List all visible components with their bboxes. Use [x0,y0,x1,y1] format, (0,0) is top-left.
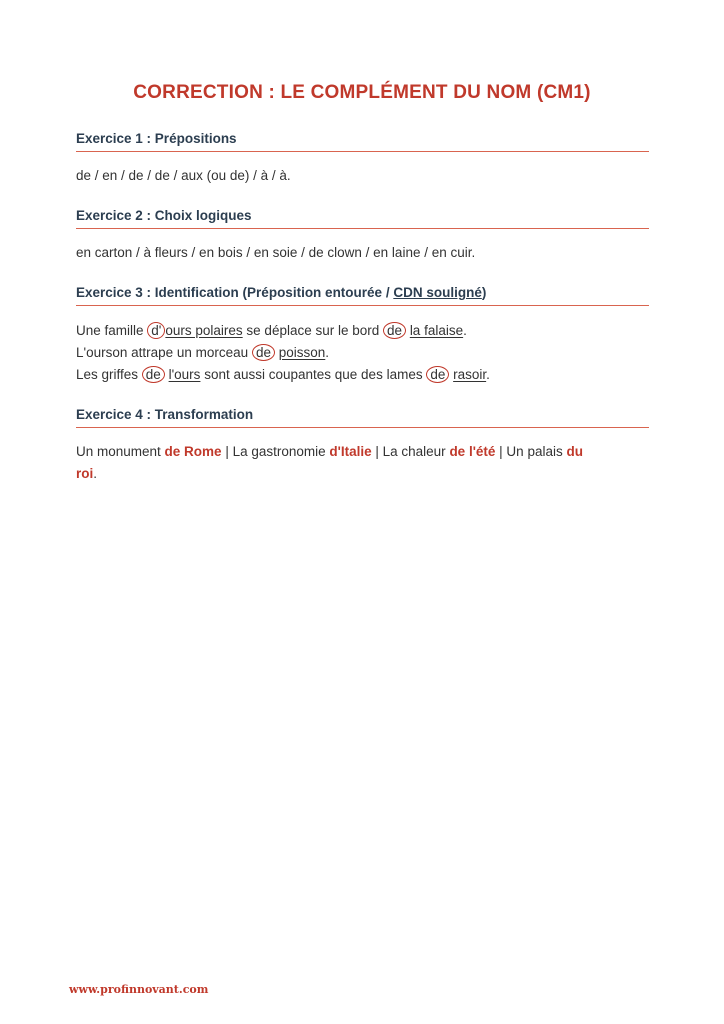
cdn-underlined: rasoir [453,367,487,382]
exercise-1-answer: de / en / de / de / aux (ou de) / à / à. [76,168,291,183]
footer-website: www.profinnovant.com [69,983,209,996]
text-segment: Un monument [76,444,165,459]
exercise-3-answer [76,320,649,386]
exercise-1-heading: Exercice 1 : Prépositions [76,131,649,152]
exercise-2-heading: Exercice 2 : Choix logiques [76,208,649,229]
cdn-underlined: l'ours [168,367,201,382]
text-segment: . [93,466,98,481]
text-segment: Une famille [76,323,148,338]
exercise-4-line-2 [76,463,649,485]
cdn-underlined: poisson [278,345,326,360]
highlighted-cdn: du [566,444,583,459]
exercise-2-answer: en carton / à fleurs / en bois / en soie / de clown / en laine / en cuir. [76,245,476,260]
text-segment: | La gastronomie [221,444,330,459]
preposition-circled: de [142,366,165,383]
highlighted-cdn: d'Italie [329,444,372,459]
text-segment: | Un palais [495,444,567,459]
text-segment: se déplace sur le bord [242,323,384,338]
text-segment: | La chaleur [371,444,450,459]
exercise-3-line-3 [76,364,649,386]
highlighted-cdn: roi [76,466,94,481]
exercise-3-line-1 [76,320,649,342]
preposition-circled: d' [147,322,165,339]
page-title: CORRECTION : LE COMPLÉMENT DU NOM (CM1) [133,82,591,103]
exercise-3-heading [76,285,649,306]
exercise-4-answer [76,441,649,485]
text-segment: L'ourson attrape un morceau [76,345,252,360]
highlighted-cdn: de l'été [449,444,496,459]
highlighted-cdn: de Rome [164,444,222,459]
exercise-3-heading-close: ) [481,285,487,300]
cdn-underlined: ours polaires [165,323,243,338]
cdn-underlined: la falaise [409,323,464,338]
preposition-circled: de [383,322,406,339]
exercise-3-heading-cdn: CDN souligné [393,285,482,300]
preposition-circled: de [426,366,449,383]
preposition-circled: de [252,344,275,361]
exercise-3-heading-text: Exercice 3 : Identification (Préposition entourée / [76,285,394,300]
text-segment: . [463,323,467,338]
exercise-4-heading: Exercice 4 : Transformation [76,407,649,428]
text-segment: . [486,367,490,382]
text-segment: Les griffes [76,367,142,382]
exercise-4-line-1 [76,441,649,463]
exercise-3-line-2 [76,342,649,364]
text-segment: sont aussi coupantes que des lames [200,367,427,382]
text-segment: . [325,345,330,360]
